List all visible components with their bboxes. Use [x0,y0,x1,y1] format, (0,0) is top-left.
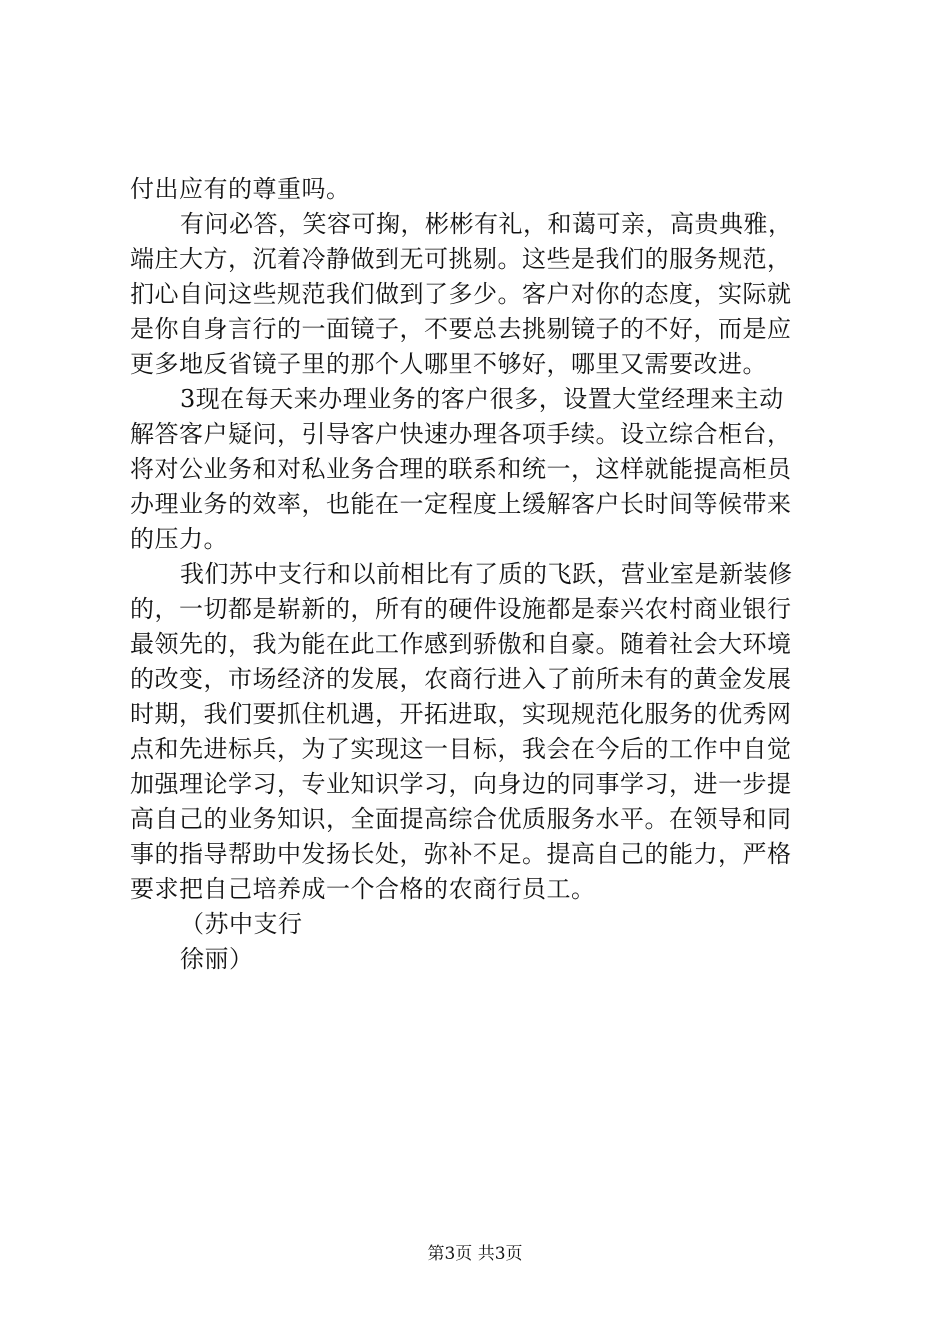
text-line: 时期，我们要抓住机遇，开拓进取，实现规范化服务的优秀网 [130,700,792,728]
text-line: 最领先的，我为能在此工作感到骄傲和自豪。随着社会大环境 [130,630,792,658]
text-line: 的改变，市场经济的发展，农商行进入了前所未有的黄金发展 [130,665,792,693]
text-line: 高自己的业务知识，全面提高综合优质服务水平。在领导和同 [130,805,792,833]
text-line: 3现在每天来办理业务的客户很多，设置大堂经理来主动 [180,385,784,413]
text-line: 将对公业务和对私业务合理的联系和统一，这样就能提高柜员 [130,455,792,483]
page-footer: 第3页 共3页 [427,1244,523,1264]
text-line: 我们苏中支行和以前相比有了质的飞跃，营业室是新装修 [180,560,793,588]
text-line: 端庄大方，沉着冷静做到无可挑剔。这些是我们的服务规范， [130,245,792,273]
document-body [130,172,830,977]
text-line: 有问必答，笑容可掬，彬彬有礼，和蔼可亲，高贵典雅， [180,210,793,238]
text-line: 点和先进标兵，为了实现这一目标，我会在今后的工作中自觉 [130,735,792,763]
text-line: 要求把自己培养成一个合格的农商行员工。 [130,875,596,903]
text-line: 办理业务的效率，也能在一定程度上缓解客户长时间等候带来 [130,490,792,518]
text-line: （苏中支行 [180,910,303,938]
text-line: 事的指导帮助中发扬长处，弥补不足。提高自己的能力，严格 [130,840,792,868]
text-line: 解答客户疑问，引导客户快速办理各项手续。设立综合柜台， [130,420,792,448]
text-line: 付出应有的尊重吗。 [130,175,351,203]
text-line: 徐丽） [180,945,254,973]
text-line: 的压力。 [130,525,228,553]
text-line: 扪心自问这些规范我们做到了多少。客户对你的态度，实际就 [130,280,792,308]
text-line: 更多地反省镜子里的那个人哪里不够好，哪里又需要改进。 [130,350,767,378]
text-line: 加强理论学习，专业知识学习，向身边的同事学习，进一步提 [130,770,792,798]
text-line: 的，一切都是崭新的，所有的硬件设施都是泰兴农村商业银行 [130,595,792,623]
text-line: 是你自身言行的一面镜子，不要总去挑剔镜子的不好，而是应 [130,315,792,343]
